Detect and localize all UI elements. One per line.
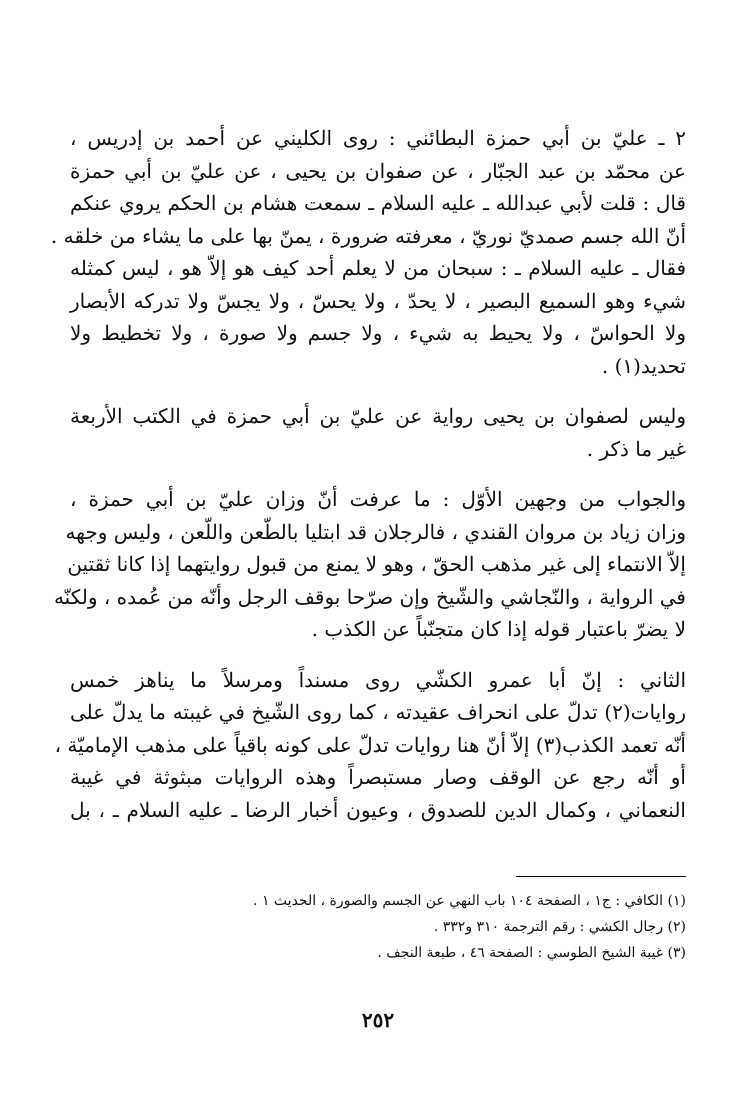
paragraph-line: ولا الحواسّ ، ولا يحيط به شيء ، ولا جسم ولا صورة ، ولا تخطيط ولا xyxy=(70,321,686,345)
paragraph-line: فقال ـ عليه السلام ـ : سبحان من لا يعلم أحد كيف هو إلاّ هو ، ليس كمثله xyxy=(70,256,686,280)
paragraph-line: وليس لصفوان بن يحيى رواية عن عليّ بن أبي حمزة في الكتب الأربعة xyxy=(70,404,686,428)
footnote-3: (٣) غيبة الشيخ الطوسي : الصفحة ٤٦ ، طبعة النجف . xyxy=(377,945,686,961)
paragraph-line: النعماني ، وكمال الدين للصدوق ، وعيون أخبار الرضا ـ عليه السلام ـ ، بل xyxy=(70,797,686,822)
paragraph-line: ٢ ـ عليّ بن أبي حمزة البطائني : روى الكليني عن أحمد بن إدريس ، xyxy=(70,126,686,150)
paragraph-3 xyxy=(53,483,686,646)
paragraph-line: في الرواية ، والنّجاشي والشّيخ وإن صرّحا بوقف الرجل وأنّه من عُمده ، ولكنّه xyxy=(53,584,686,609)
paragraph-line: أو أنّه رجع عن الوقف وصار مستبصراً وهذه الروايات مبثوثة في غيبة xyxy=(70,765,686,789)
footnote-divider xyxy=(516,876,686,877)
paragraph-2 xyxy=(70,400,686,465)
paragraph-line: أنّه تعمد الكذب(٣) إلاّ أنّ هنا روايات تدلّ على كونه باقياً على مذهب الإماميّة ، xyxy=(54,732,686,757)
paragraph-line: وزان زياد بن مروان القندي ، فالرجلان قد ابتليا بالطّعن واللّعن ، وليس وجهه xyxy=(65,519,686,544)
paragraph-line: تحديد(١) . xyxy=(601,353,686,378)
paragraph-line: قال : قلت لأبي عبدالله ـ عليه السلام ـ سمعت هشام بن الحكم يروي عنكم xyxy=(70,191,686,215)
paragraph-line: أنّ الله جسم صمديّ نوريّ ، معرفته ضرورة ، يمنّ بها على ما يشاء من خلقه . xyxy=(50,223,686,248)
paragraph-line: غير ما ذكر . xyxy=(586,436,686,461)
paragraph-line: روايات(٢) تدلّ على انحراف عقيدته ، كما روى الشّيخ في غيبته ما يدلّ على xyxy=(70,700,686,724)
paragraph-4 xyxy=(54,664,686,827)
footnote-2: (٢) رجال الكشي : رقم الترجمة ٣١٠ و٣٣٢ . xyxy=(433,919,686,935)
paragraph-line: إلاّ الانتماء إلى غير مذهب الحقّ ، وهو لا يمنع من قبول روايتهما إذا كانا ثقتين xyxy=(67,552,686,576)
paragraph-1 xyxy=(50,122,686,382)
paragraph-line: الثاني : إنّ أبا عمرو الكشّي روى مسنداً ومرسلاً ما يناهز خمس xyxy=(70,667,686,692)
paragraph-line: عن محمّد بن عبد الجبّار ، عن صفوان بن يحيى ، عن عليّ بن أبي حمزة xyxy=(70,158,686,183)
paragraph-line: لا يضرّ باعتبار قوله إذا كان متجنّباً عن الكذب . xyxy=(311,617,686,641)
footnotes xyxy=(70,888,686,966)
page-body xyxy=(50,122,686,826)
footnote-1: (١) الكافي : ج١ ، الصفحة ١٠٤ باب النهي عن الجسم والصورة ، الحديث ١ . xyxy=(253,893,686,909)
page-number: ٢٥٢ xyxy=(361,1008,395,1032)
paragraph-line: شيء وهو السميع البصير ، لا يحدّ ، ولا يحسّ ، ولا يجسّ ولا تدركه الأبصار xyxy=(70,288,686,313)
paragraph-line: والجواب من وجهين الأوّل : ما عرفت أنّ وزان عليّ بن أبي حمزة ، xyxy=(70,487,686,511)
